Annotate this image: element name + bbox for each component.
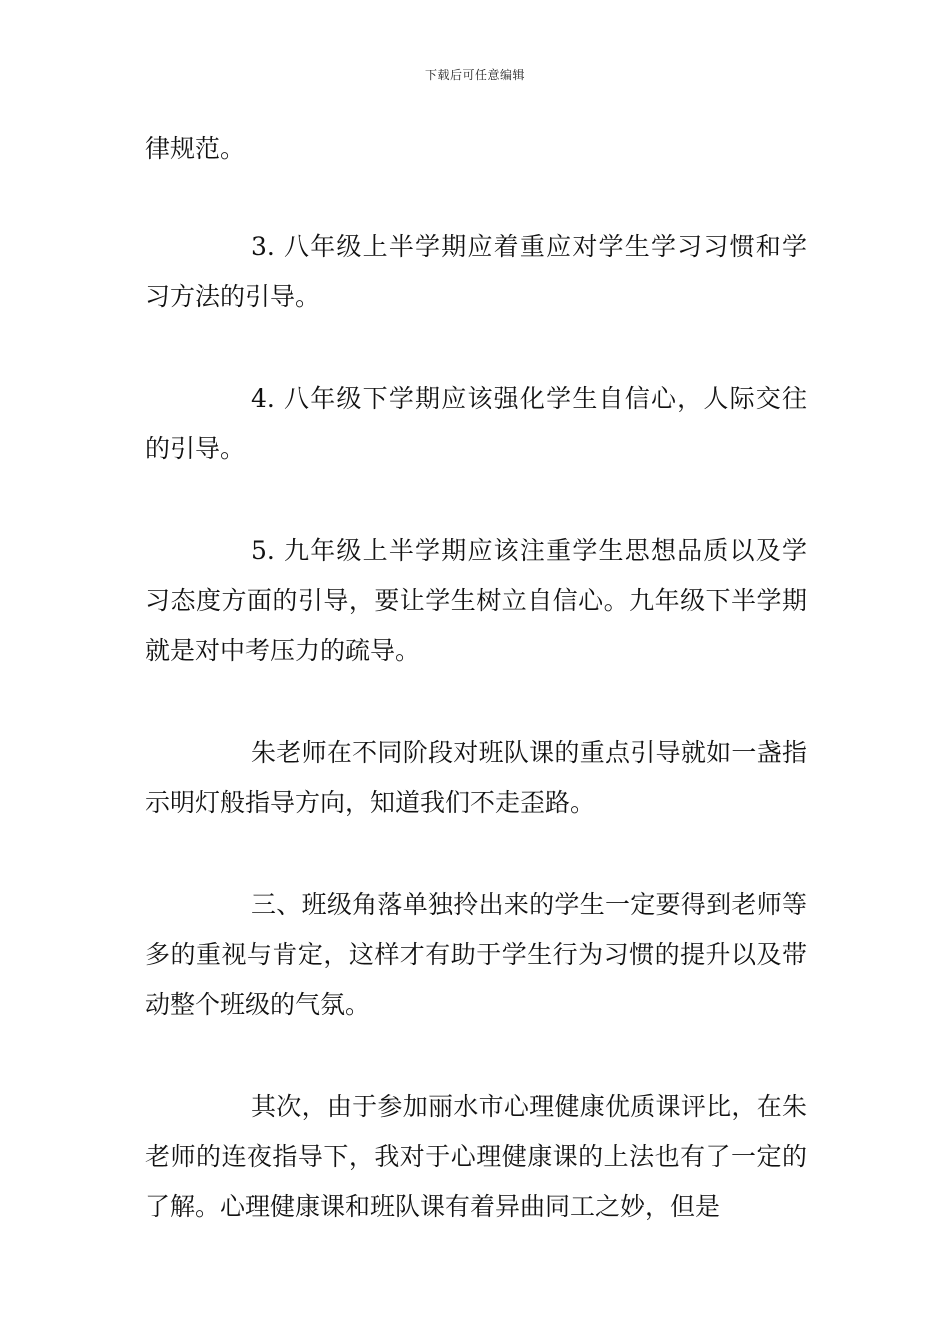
paragraph-item-3: 3. 八年级上半学期应着重应对学生学习习惯和学习方法的引导。 xyxy=(145,232,807,311)
paragraph-section-three: 三、班级角落单独拎出来的学生一定要得到老师等多的重视与肯定，这样才有助于学生行为习惯的提升以及带动整个班级的气氛。 xyxy=(145,890,807,1019)
paragraph-item-5: 5. 九年级上半学期应该注重学生思想品质以及学习态度方面的引导，要让学生树立自信心。九年级下半学期就是对中考压力的疏导。 xyxy=(145,536,807,665)
document-body xyxy=(145,124,807,1284)
paragraph-secondly: 其次，由于参加丽水市心理健康优质课评比，在朱老师的连夜指导下，我对于心理健康课的上法也有了一定的了解。心理健康课和班队课有着异曲同工之妙，但是 xyxy=(145,1092,807,1221)
page-header: 下载后可任意编辑 xyxy=(424,68,525,82)
paragraph-teacher-guidance: 朱老师在不同阶段对班队课的重点引导就如一盏指示明灯般指导方向，知道我们不走歪路。 xyxy=(145,738,807,817)
paragraph-item-4: 4. 八年级下学期应该强化学生自信心，人际交往的引导。 xyxy=(145,384,807,463)
paragraph-continuation: 律规范。 xyxy=(145,134,246,163)
